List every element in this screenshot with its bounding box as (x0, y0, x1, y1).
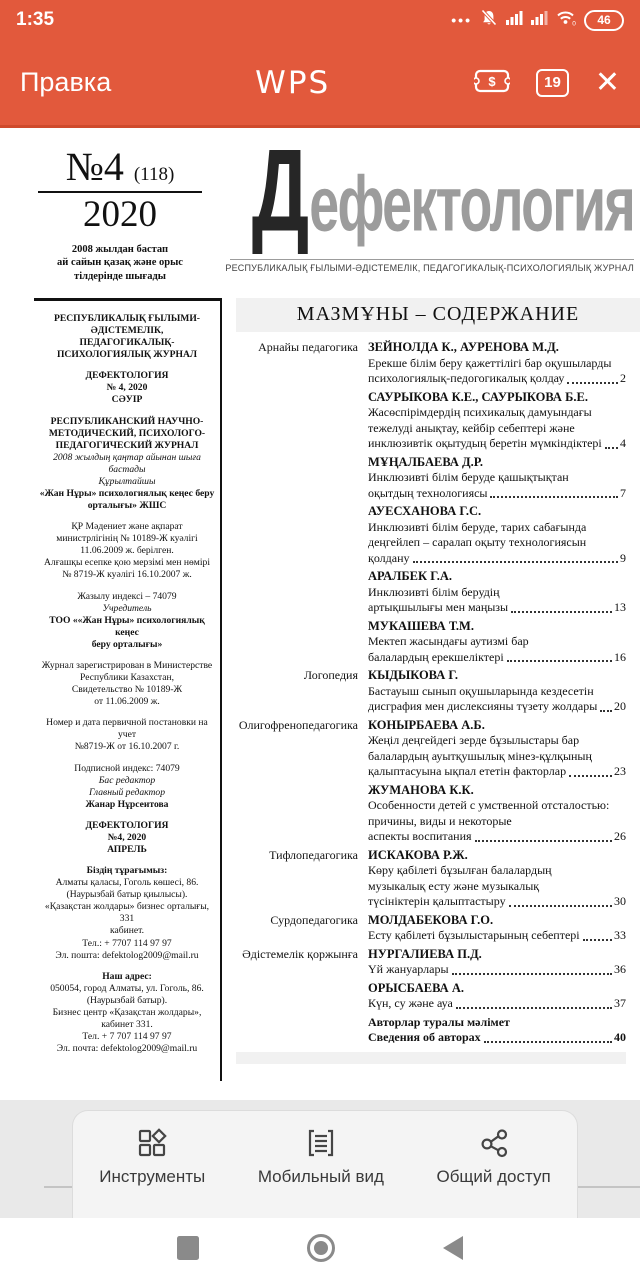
dot-leader (583, 939, 612, 941)
journal-info-block: Главный редактор (88, 786, 165, 798)
journal-logo-subtitle: РЕСПУБЛИКАЛЫҚ ҒЫЛЫМИ-ӘДІСТЕМЕЛІК, ПЕДАГОГИКАЛЫҚ-ПСИХОЛОГИЯЛЫҚ ЖУРНАЛ (225, 263, 634, 273)
toc-entry (236, 619, 626, 666)
issue-number: №4 (118) (65, 144, 175, 189)
toc-article: МУКАШЕВА Т.М. Мектеп жасындағы аутизмі бар балалардың ерекшеліктері 16 (368, 618, 626, 664)
toc-category: Әдістемелік қоржынға (242, 946, 358, 961)
dot-leader (413, 561, 618, 563)
toc-entry (236, 504, 626, 566)
toc-author: НУРГАЛИЕВА П.Д. (368, 946, 482, 961)
journal-info-block: Номер и дата первичной постановки на учет №8719-Ж от 16.10.2007 г. (46, 717, 208, 753)
more-dots-icon: ••• (451, 12, 472, 28)
journal-info-block: ҚР Мәдениет және ақпарат министрлігінің № 10189-Ж куәлігі 11.06.2009 ж. берілген. (56, 521, 198, 557)
toc-entry (236, 783, 626, 845)
mobile-view-label: Мобильный вид (257, 1167, 384, 1186)
toc-author: МУКАШЕВА Т.М. (368, 618, 474, 633)
toc-author: АРАЛБЕК Г.А. (368, 569, 453, 583)
journal-info-block: Бас редактор (98, 774, 156, 786)
page-edge-line-right (578, 1186, 640, 1188)
issue-divider (38, 191, 202, 193)
toc-entry (236, 718, 626, 780)
toc-article: ОРЫСБАЕВА А. Күн, су және ауа 37 (368, 980, 626, 1010)
share-button[interactable] (430, 1127, 556, 1188)
toc-article: ЖУМАНОВА К.К. Особенности детей с умственной отсталостью: причины, виды и некоторые аспекты воспитания 26 (368, 782, 626, 843)
toc-page-number: 30 (614, 894, 626, 908)
journal-info-block: ДЕФЕКТОЛОГИЯ № 4, 2020 СӘУІР (85, 370, 169, 406)
toc-title: МАЗМҰНЫ – СОДЕРЖАНИЕ (236, 298, 640, 332)
toc-author: ЖУМАНОВА К.К. (368, 782, 474, 797)
dot-leader (567, 382, 618, 384)
dot-leader (511, 611, 612, 613)
toc-author: ИСКАКОВА Р.Ж. (368, 847, 468, 862)
toc-page-number: 2 (620, 371, 626, 385)
dot-leader (475, 840, 612, 842)
document-viewport[interactable] (0, 128, 640, 1100)
journal-info-block: Біздің тұрағымыз: (86, 865, 168, 877)
toc-category: Сурдопедагогика (270, 912, 358, 927)
toc-author: МОЛДАБЕКОВА Г.О. (368, 912, 494, 927)
journal-info-block: «Жан Нұры» психологиялық кеңес беру орталығы» ЖШС (39, 488, 215, 512)
mobile-view-button[interactable] (252, 1127, 390, 1188)
android-nav-bar (0, 1218, 640, 1280)
logo-divider (230, 259, 634, 260)
journal-info-block: Алматы қаласы, Гоголь көшесі, 86. (Наурызбай батыр қиылысы). «Қазақстан жолдары» бизнес орталығы, 331 кабинет. Тел.: + 7707 114 97 97 Эл. пошта: defektolog2009@mail.ru (44, 877, 210, 961)
journal-info-column (34, 298, 222, 1081)
dot-leader (569, 775, 612, 777)
toc-category (236, 619, 368, 666)
journal-logo-text: Дефектология (251, 128, 634, 257)
journal-info-block: Подписной индекс: 74079 (74, 762, 180, 774)
journal-info-block: ТОО ««Жан Нұры» психологиялық кеңес беру орталығы» (49, 614, 205, 650)
toc-entry (236, 455, 626, 502)
tools-grid-icon (137, 1128, 167, 1158)
toc-entry (236, 390, 626, 452)
mobile-view-icon (306, 1128, 336, 1158)
recents-button[interactable] (176, 1235, 200, 1264)
toc-category: Олигофренопедагогика (238, 717, 358, 732)
toc-author: КЫДЫКОВА Г. (368, 668, 459, 682)
bell-muted-icon (480, 9, 498, 32)
journal-info-block: Жанар Нұрсеитова (85, 798, 169, 810)
dot-leader (509, 905, 612, 907)
wps-logo: WPS (255, 64, 331, 101)
bottom-toolbar-backdrop (0, 1100, 640, 1218)
toc-column (222, 298, 640, 1064)
toc-article: НУРГАЛИЕВА П.Д. Үй жануарлары 36 (368, 946, 626, 976)
signal-icon-2 (531, 10, 548, 30)
toc-page-number: 9 (620, 550, 626, 565)
toc-article: ЗЕЙНОЛДА К., АУРЕНОВА М.Д. Ерекше білім беру қажеттілігі бар оқушыларды психологиялық-педогогикалық қолдау 2 (368, 340, 626, 385)
share-label: Общий доступ (436, 1167, 551, 1186)
journal-info-block: РЕСПУБЛИКАНСКИЙ НАУЧНО- МЕТОДИЧЕСКИЙ, ПСИХОЛОГО- ПЕДАГОГИЧЕСКИЙ ЖУРНАЛ (48, 415, 206, 451)
close-button[interactable]: ✕ (594, 65, 620, 99)
journal-info-block: Жазылу индексі – 74079 (77, 590, 177, 602)
toc-entry (236, 981, 626, 1012)
bottom-toolbar (72, 1110, 578, 1218)
toc-entry (236, 569, 626, 616)
dot-leader (452, 973, 612, 975)
dot-leader (490, 496, 618, 498)
toc-category: Логопедия (303, 668, 358, 682)
toc-page-number: 23 (614, 764, 626, 778)
toc-category (236, 981, 368, 1012)
back-button[interactable] (442, 1235, 464, 1264)
home-button[interactable] (306, 1233, 336, 1266)
toc-entry (236, 340, 626, 387)
toc-entry (236, 913, 626, 944)
journal-info-block: 2008 жылдың қаңтар айынан шыға бастады (53, 451, 201, 475)
toc-author: КОНЫРБАЕВА А.Б. (368, 717, 485, 732)
toc-category (236, 783, 368, 845)
journal-info-block: Учредитель (102, 602, 152, 614)
toc-category (236, 390, 368, 452)
toc-author: САУРЫКОВА К.Е., САУРЫКОВА Б.Е. (368, 389, 588, 404)
journal-logo (210, 128, 640, 298)
toc-page-number: 20 (614, 699, 626, 713)
toc-entries (236, 332, 640, 1046)
toc-category: Арнайы педагогика (258, 340, 358, 354)
issue-block (30, 146, 210, 298)
toc-category (236, 455, 368, 502)
toc-category (236, 1015, 368, 1046)
toc-page-number: 13 (614, 600, 626, 614)
toc-article: АУЕСХАНОВА Г.С. Инклюзивті білім беруде, тарих сабағында деңгейлеп – саралап оқыту технологиясын қолдану 9 (368, 504, 626, 565)
toc-category (236, 569, 368, 616)
dot-leader (600, 710, 612, 712)
toc-article: КОНЫРБАЕВА А.Б. Жеңіл деңгейдегі зерде бұзылыстары бар балалардың ауытқушылық мінез-құлқының қалыптасуына ықпал ететін факторлар 23 (368, 717, 626, 778)
toc-entry (236, 947, 626, 978)
dot-leader (456, 1007, 612, 1009)
svg-text:0: 0 (572, 20, 576, 26)
toc-page-number: 4 (620, 436, 626, 450)
toc-entry (236, 848, 626, 910)
dot-leader (507, 660, 612, 662)
issue-tagline: 2008 жылдан бастап ай сайын қазақ және орыс тілдерінде шығады (57, 243, 183, 282)
toc-author: ОРЫСБАЕВА А. (368, 980, 464, 995)
toc-end-band (236, 1052, 626, 1064)
share-icon (479, 1128, 509, 1158)
toc-article: ИСКАКОВА Р.Ж. Көру қабілеті бұзылған балалардың музыкалық есту және музыкалық түсініктерін қалыптастыру 30 (368, 847, 626, 908)
toc-page-number: 40 (614, 1030, 626, 1044)
tools-label: Инструменты (99, 1167, 206, 1186)
app-bar-actions (474, 67, 620, 98)
toc-article: САУРЫКОВА К.Е., САУРЫКОВА Б.Е. Жасөспірімдердің психикалық дамуындағы тежелуді анықтау, кейбір себептері және инклюзивтік оқытудың беретін мүмкіндіктері 4 (368, 389, 626, 450)
status-bar (0, 0, 640, 40)
dollar-glyph: $ (488, 74, 496, 89)
toc-page-number: 33 (614, 928, 626, 942)
app-toolbar (0, 40, 640, 128)
coupon-button[interactable] (474, 67, 510, 98)
journal-info-block: Наш адрес: (102, 970, 152, 982)
journal-info-block: 050054, город Алматы, ул. Гоголь, 86. (Наурызбай батыр). Бизнес центр «Қазақстан жолдары», кабинет 331. Тел. + 7 707 114 97 97 Эл. почта: defektolog2009@mail.ru (50, 982, 204, 1055)
home-circle-icon (306, 1233, 336, 1266)
journal-info-block: Журнал зарегистрирован в Министерстве Республики Казахстан, Свидетельство № 10189-Ж от 11.06.2009 ж. (41, 659, 213, 708)
wifi-icon (556, 9, 576, 31)
journal-info-block: РЕСПУБЛИКАЛЫҚ ҒЫЛЫМИ- ӘДІСТЕМЕЛІК, ПЕДАГОГИКАЛЫҚ- ПСИХОЛОГИЯЛЫҚ ЖУРНАЛ (53, 313, 201, 361)
battery-icon: 46 (584, 10, 624, 31)
journal-body (0, 298, 640, 1081)
toc-entry (236, 1015, 626, 1046)
issue-year: 2020 (83, 194, 157, 235)
journal-info-block: ДЕФЕКТОЛОГИЯ №4, 2020 АПРЕЛЬ (85, 819, 169, 855)
recents-square-icon (176, 1235, 200, 1264)
page-count-badge[interactable]: 19 (536, 69, 569, 97)
toc-author: ЗЕЙНОЛДА К., АУРЕНОВА М.Д. (368, 340, 559, 354)
page-edge-line-left (44, 1186, 72, 1188)
toc-article: АРАЛБЕК Г.А. Инклюзивті білім берудің артықшылығы мен маңызы 13 (368, 569, 626, 614)
toc-article: Авторлар туралы мәлімет Сведения об авторах 40 (368, 1014, 626, 1044)
toc-article: МҰҢАЛБАЕВА Д.Р. Инклюзивті білім беруде қашықтықтан оқытдың технологиясы 7 (368, 454, 626, 500)
status-icons (451, 9, 624, 32)
toc-article: КЫДЫКОВА Г. Бастауыш сынып оқушыларында кездесетін дисграфия мен дислексияны түзету жолдары 20 (368, 668, 626, 713)
signal-icon (506, 10, 523, 30)
tools-button[interactable] (93, 1127, 211, 1188)
toc-page-number: 36 (614, 962, 626, 976)
toc-entry (236, 668, 626, 715)
journal-info-block: Құрылтайшы (98, 475, 156, 487)
toc-author: АУЕСХАНОВА Г.С. (368, 504, 482, 518)
toc-category: Тифлопедагогика (269, 847, 358, 862)
toc-author: МҰҢАЛБАЕВА Д.Р. (368, 454, 483, 469)
back-triangle-icon (442, 1235, 464, 1264)
toc-page-number: 16 (614, 649, 626, 664)
journal-info-block: Алғашқы есепке қою мерзімі мен нөмірі № 8719-Ж куәлігі 16.10.2007 ж. (44, 557, 210, 581)
toc-page-number: 37 (614, 996, 626, 1010)
toc-page-number: 7 (620, 485, 626, 500)
toc-article: МОЛДАБЕКОВА Г.О. Есту қабілеті бұзылыстарының себептері 33 (368, 912, 626, 942)
toc-category (236, 504, 368, 566)
journal-header (0, 128, 640, 298)
dot-leader (605, 447, 618, 449)
toc-page-number: 26 (614, 829, 626, 843)
edit-button[interactable]: Правка (20, 67, 112, 97)
dot-leader (484, 1041, 612, 1043)
clock: 1:35 (16, 9, 55, 30)
